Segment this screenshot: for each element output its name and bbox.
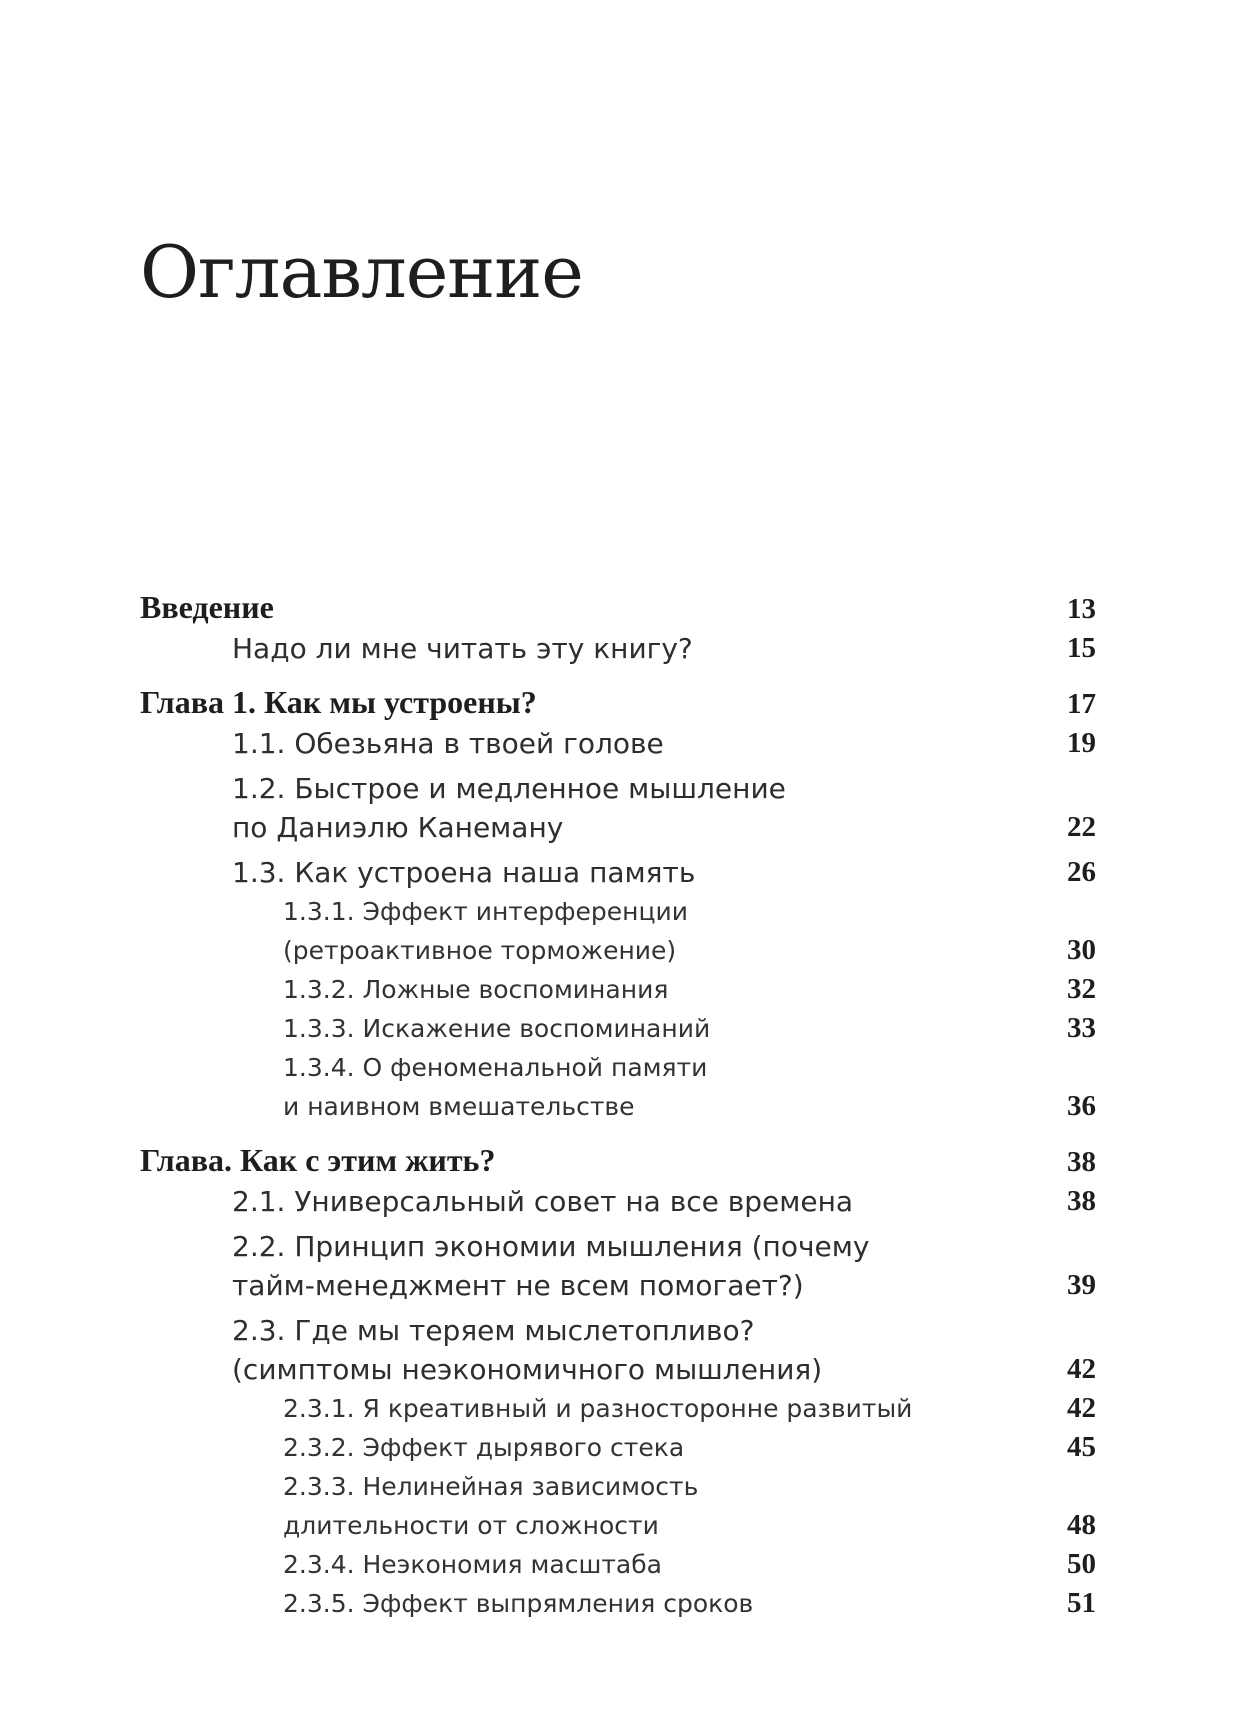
toc-chapter-entry [140, 680, 1096, 724]
toc-entry-title: 2.1. Универсальный совет на все времена [232, 1185, 854, 1218]
toc-entry-title: Глава. Как с этим жить? [140, 1142, 496, 1178]
toc-entry-page-number: 48 [1067, 1509, 1096, 1541]
toc-subsection-entry [140, 970, 1096, 1009]
toc-entry-page-number: 13 [1067, 593, 1096, 625]
toc-subsection-entry [140, 1545, 1096, 1584]
toc-entry-title: Введение [140, 589, 274, 625]
toc-subsection-entry [140, 1584, 1096, 1623]
toc-entry-page-number: 51 [1067, 1587, 1096, 1619]
toc-subsection-entry [140, 1048, 1096, 1126]
toc-entry-page-number: 22 [1067, 811, 1096, 843]
toc-entry-title: Надо ли мне читать эту книгу? [232, 632, 693, 665]
toc-entry-title: 1.1. Обезьяна в твоей голове [232, 727, 664, 760]
toc-section-entry [140, 629, 1096, 668]
toc-entry-title: 2.3.4. Неэкономия масштаба [283, 1550, 662, 1579]
toc-section-entry [140, 724, 1096, 763]
toc-chapter-entry [140, 1138, 1096, 1182]
toc-entry-page-number: 39 [1067, 1269, 1096, 1301]
toc-entry-title: 1.3.2. Ложные воспоминания [283, 975, 669, 1004]
toc-entry-page-number: 32 [1067, 973, 1096, 1005]
toc-entry-page-number: 30 [1067, 934, 1096, 966]
toc-section-entry [140, 1311, 1096, 1389]
toc-entry-title: 2.3.1. Я креативный и разносторонне развитый [283, 1394, 913, 1423]
toc-entry-page-number: 33 [1067, 1012, 1096, 1044]
toc-subsection-entry [140, 1467, 1096, 1545]
toc-entry-title: Глава 1. Как мы устроены? [140, 684, 537, 720]
toc-subsection-entry [140, 892, 1096, 970]
toc-entry-page-number: 38 [1067, 1185, 1096, 1217]
toc-entry-page-number: 19 [1067, 727, 1096, 759]
toc-entry-page-number: 38 [1067, 1146, 1096, 1178]
table-of-contents [140, 585, 1096, 1623]
toc-subsection-entry [140, 1009, 1096, 1048]
toc-section-entry [140, 853, 1096, 892]
toc-entry-page-number: 36 [1067, 1090, 1096, 1122]
toc-entry-title: 2.3.2. Эффект дырявого стека [283, 1433, 685, 1462]
page-title: Оглавление [140, 230, 583, 314]
toc-chapter-entry [140, 585, 1096, 629]
toc-entry-title: 2.3.5. Эффект выпрямления сроков [283, 1589, 754, 1618]
toc-entry-page-number: 50 [1067, 1548, 1096, 1580]
toc-subsection-entry [140, 1389, 1096, 1428]
toc-entry-title: 1.3.1. Эффект интерференции (ретроактивное торможение) [283, 897, 688, 965]
toc-entry-title: 2.2. Принцип экономии мышления (почему тайм-менеджмент не всем помогает?) [232, 1230, 870, 1302]
toc-entry-page-number: 42 [1067, 1392, 1096, 1424]
toc-entry-page-number: 45 [1067, 1431, 1096, 1463]
toc-entry-page-number: 17 [1067, 688, 1096, 720]
toc-subsection-entry [140, 1428, 1096, 1467]
toc-entry-title: 2.3. Где мы теряем мыслетопливо? (симптомы неэкономичного мышления) [232, 1314, 823, 1386]
toc-section-entry [140, 769, 1096, 847]
toc-entry-title: 1.3.3. Искажение воспоминаний [283, 1014, 711, 1043]
toc-entry-page-number: 42 [1067, 1353, 1096, 1385]
toc-entry-page-number: 26 [1067, 856, 1096, 888]
toc-entry-title: 1.3. Как устроена наша память [232, 856, 696, 889]
toc-section-entry [140, 1227, 1096, 1305]
toc-entry-title: 2.3.3. Нелинейная зависимость длительности от сложности [283, 1472, 699, 1540]
toc-entry-page-number: 15 [1067, 632, 1096, 664]
toc-entry-title: 1.3.4. О феноменальной памяти и наивном вмешательстве [283, 1053, 708, 1121]
toc-entry-title: 1.2. Быстрое и медленное мышление по Даниэлю Канеману [232, 772, 786, 844]
toc-section-entry [140, 1182, 1096, 1221]
